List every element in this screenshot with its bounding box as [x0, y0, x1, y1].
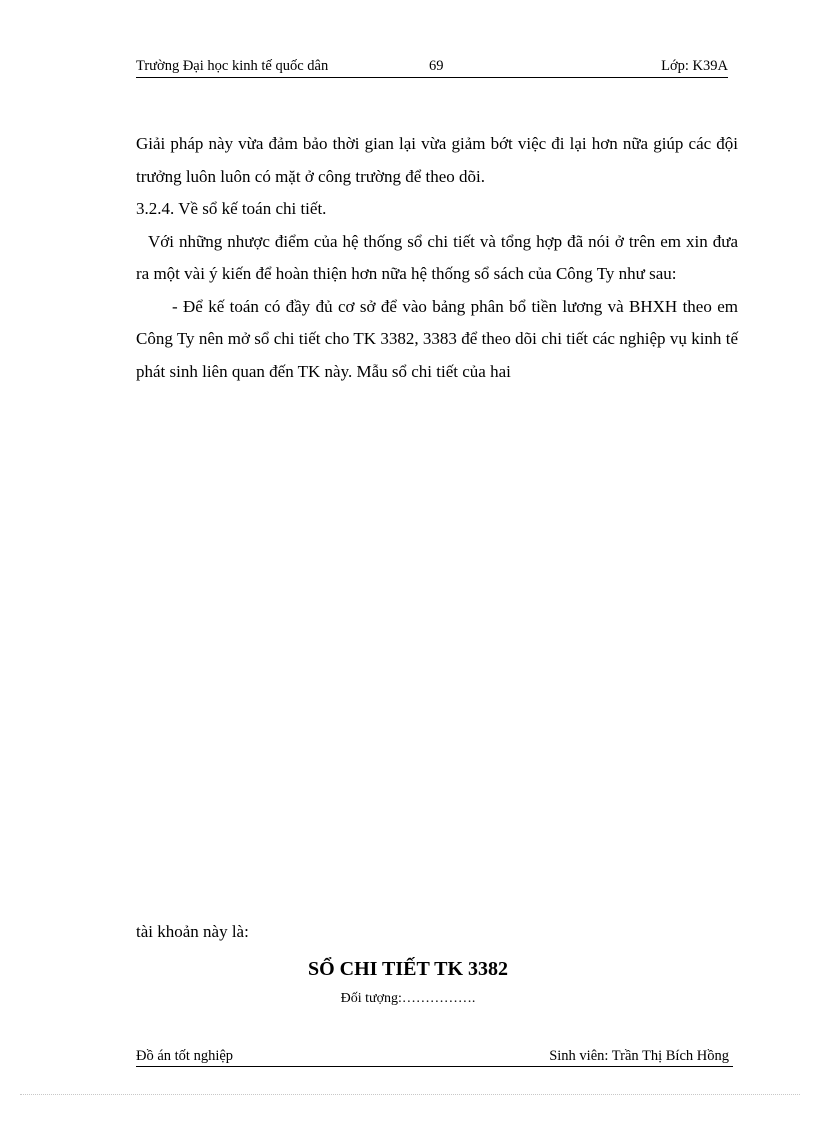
page-edge-divider: [20, 1094, 800, 1095]
page-footer: [136, 1048, 733, 1067]
header-school: Trường Đại học kinh tế quốc dân: [136, 58, 329, 74]
footer-right: Sinh viên: Trần Thị Bích Hồng: [549, 1048, 729, 1064]
main-content: [136, 128, 738, 388]
section-heading: 3.2.4. Về sổ kế toán chi tiết.: [136, 199, 327, 218]
paragraph-3: - Để kế toán có đầy đủ cơ sở để vào bảng phân bổ tiền lương và BHXH theo em Công Ty nên mở sổ chi tiết cho TK 3382, 3383 để theo dõi chi tiết các nghiệp vụ kinh tế phát sinh liên quan đến TK này. Mẫu sổ chi tiết của hai: [136, 296, 738, 381]
header-page-number: 69: [429, 58, 444, 74]
ledger-title: SỔ CHI TIẾT TK 3382: [307, 958, 509, 980]
ledger-subject: Đối tượng:…………….: [340, 991, 476, 1006]
page-header: [136, 58, 728, 78]
paragraph-continuation: tài khoản này là:: [136, 922, 249, 941]
paragraph-1: Giải pháp này vừa đảm bảo thời gian lại vừa giảm bớt việc đi lại hơn nữa giúp các đội trưởng luôn luôn có mặt ở công trường để theo dõi.: [136, 134, 738, 186]
header-class: Lớp: K39A: [661, 58, 728, 74]
footer-left: Đồ án tốt nghiệp: [136, 1048, 234, 1064]
paragraph-2: Với những nhược điểm của hệ thống sổ chi tiết và tổng hợp đã nói ở trên em xin đưa ra một vài ý kiến để hoàn thiện hơn nữa hệ thống sổ sách của Công Ty như sau:: [136, 231, 738, 283]
